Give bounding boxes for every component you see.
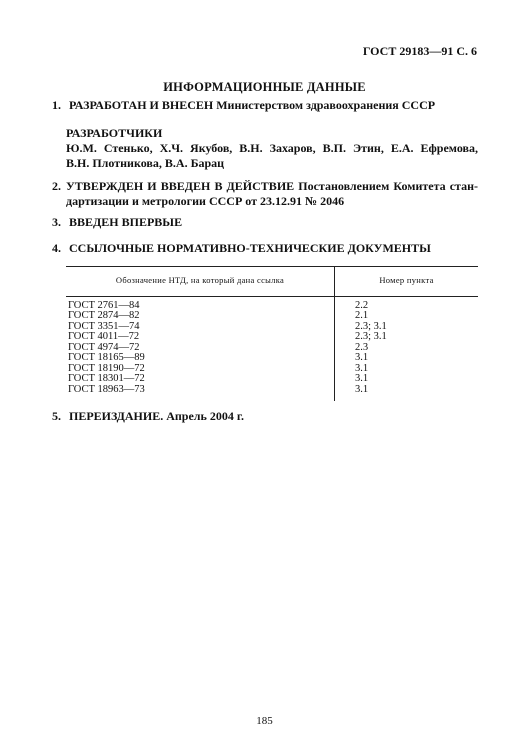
table-cell-designation: ГОСТ 2761—84 — [66, 296, 335, 311]
developers-line-2: В.Н. Плотникова, В.А. Барац — [66, 156, 225, 170]
table-cell-clause: 2.3; 3.1 — [355, 320, 387, 332]
section-2-lead: УТВЕРЖДЕН И ВВЕДЕН В ДЕЙСТВИЕ — [66, 179, 295, 193]
table-cell-designation: ГОСТ 18165—89 — [66, 353, 335, 364]
table-header-designation: Обозначение НТД, на который дана ссылка — [66, 267, 335, 297]
section-4 — [52, 241, 431, 256]
table-row — [66, 332, 478, 343]
section-4-text: ССЫЛОЧНЫЕ НОРМАТИВНО-ТЕХНИЧЕСКИЕ ДОКУМЕНТЫ — [69, 241, 431, 255]
table-cell-clause: 2.2 — [355, 299, 369, 311]
table-cell-designation: ГОСТ 2874—82 — [66, 311, 335, 322]
section-2-line2: дартизации и метрологии СССР от 23.12.91 № 2046 — [66, 194, 345, 208]
table-row — [66, 353, 478, 364]
developers-block — [66, 126, 478, 171]
table-cell-designation: ГОСТ 18963—73 — [66, 385, 335, 402]
table-header-row — [66, 267, 478, 297]
section-1-text: РАЗРАБОТАН И ВНЕСЕН Министерством здравоохранения СССР — [69, 98, 436, 112]
table-cell-clause: 2.1 — [355, 310, 369, 321]
table-cell-clause: 3.1 — [355, 352, 369, 363]
page-number: 185 — [256, 715, 273, 727]
section-5-text: ПЕРЕИЗДАНИЕ. Апрель 2004 г. — [69, 409, 244, 423]
table-cell-designation: ГОСТ 18301—72 — [66, 374, 335, 385]
table-cell-designation: ГОСТ 18190—72 — [66, 364, 335, 375]
table-cell-designation: ГОСТ 3351—74 — [66, 322, 335, 333]
table-cell-clause: 3.1 — [355, 383, 369, 395]
table-cell-designation: ГОСТ 4011—72 — [66, 332, 335, 343]
section-2 — [52, 179, 478, 209]
section-4-number: 4. — [52, 241, 61, 255]
section-3-number: 3. — [52, 215, 61, 229]
page-title: ИНФОРМАЦИОННЫЕ ДАННЫЕ — [163, 80, 366, 94]
section-5-number: 5. — [52, 409, 61, 423]
table-cell-clause: 2.3; 3.1 — [355, 331, 387, 342]
table-cell-clause: 3.1 — [355, 373, 369, 384]
table-row — [66, 296, 478, 311]
section-1-number: 1. — [52, 98, 61, 112]
developers-heading: РАЗРАБОТЧИКИ — [66, 126, 163, 140]
section-2-line1-rest: Постановлением Комитета стан- — [298, 179, 479, 193]
table-cell-clause: 3.1 — [355, 362, 369, 374]
section-2-number: 2. — [52, 179, 61, 193]
section-3-text: ВВЕДЕН ВПЕРВЫЕ — [69, 215, 183, 229]
section-1 — [52, 98, 435, 113]
document-reference: ГОСТ 29183—91 С. 6 — [362, 44, 477, 58]
section-5 — [52, 409, 244, 424]
reference-documents-table — [66, 266, 478, 401]
table-cell-clause: 2.3 — [355, 341, 369, 353]
table-header-clause: Номер пункта — [335, 267, 479, 297]
developers-line-1: Ю.М. Стенько, Х.Ч. Якубов, В.Н. Захаров, В.П. Этин, Е.А. Ефремова, — [66, 141, 478, 155]
section-3 — [52, 215, 182, 230]
table-row — [66, 385, 478, 402]
table-row — [66, 311, 478, 322]
table-row — [66, 374, 478, 385]
table-cell-designation: ГОСТ 4974—72 — [66, 343, 335, 354]
